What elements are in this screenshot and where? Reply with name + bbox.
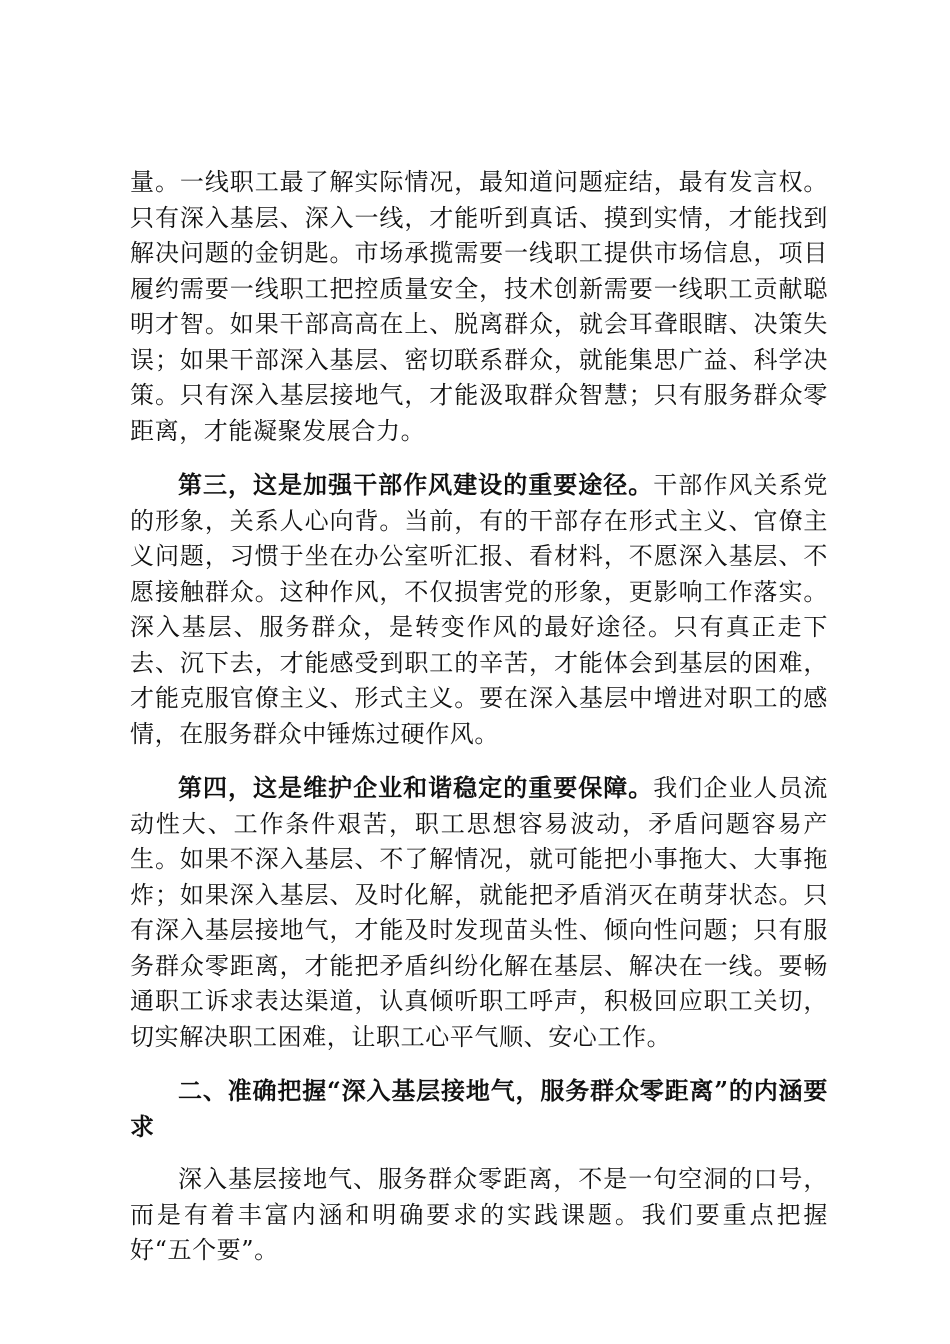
paragraph-section-intro bbox=[130, 1162, 828, 1269]
paragraph-text: 深入基层接地气、服务群众零距离，不是一句空洞的口号，而是有着丰富内涵和明确要求的实践课题。我们要重点把握好“五个要”。 bbox=[130, 1165, 828, 1264]
paragraph-text: 我们企业人员流动性大、工作条件艰苦，职工思想容易波动，矛盾问题容易产生。如果不深入基层、不了解情况，就可能把小事拖大、大事拖炸；如果深入基层、及时化解，就能把矛盾消灭在萌芽状态。只有深入基层接地气，才能及时发现苗头性、倾向性问题；只有服务群众零距离，才能把矛盾纠纷化解在基层、解决在一线。要畅通职工诉求表达渠道，认真倾听职工呼声，积极回应职工关切，切实解决职工困难，让职工心平气顺、安心工作。 bbox=[130, 774, 828, 1051]
paragraph-text: 干部作风关系党的形象，关系人心向背。当前，有的干部存在形式主义、官僚主义问题，习惯于坐在办公室听汇报、看材料，不愿深入基层、不愿接触群众。这种作风，不仅损害党的形象，更影响工作落实。深入基层、服务群众，是转变作风的最好途径。只有真正走下去、沉下去，才能感受到职工的辛苦，才能体会到基层的困难，才能克服官僚主义、形式主义。要在深入基层中增进对职工的感情，在服务群众中锤炼过硬作风。 bbox=[130, 471, 828, 748]
paragraph-text: 量。一线职工最了解实际情况，最知道问题症结，最有发言权。只有深入基层、深入一线，才能听到真话、摸到实情，才能找到解决问题的金钥匙。市场承揽需要一线职工提供市场信息，项目履约需要一线职工把控质量安全，技术创新需要一线职工贡献聪明才智。如果干部高高在上、脱离群众，就会耳聋眼瞎、决策失误；如果干部深入基层、密切联系群众，就能集思广益、科学决策。只有深入基层接地气，才能汲取群众智慧；只有服务群众零距离，才能凝聚发展合力。 bbox=[130, 168, 828, 445]
paragraph-third-point bbox=[130, 467, 828, 752]
paragraph-fourth-point bbox=[130, 770, 828, 1055]
section-heading bbox=[130, 1073, 828, 1144]
paragraph-lead-bold: 第三，这是加强干部作风建设的重要途径。 bbox=[178, 470, 654, 499]
section-heading-text: 二、准确把握“深入基层接地气，服务群众零距离”的内涵要求 bbox=[130, 1076, 828, 1141]
paragraph-lead-bold: 第四，这是维护企业和谐稳定的重要保障。 bbox=[178, 773, 654, 802]
document-page bbox=[130, 165, 828, 1269]
paragraph-continuation bbox=[130, 165, 828, 449]
